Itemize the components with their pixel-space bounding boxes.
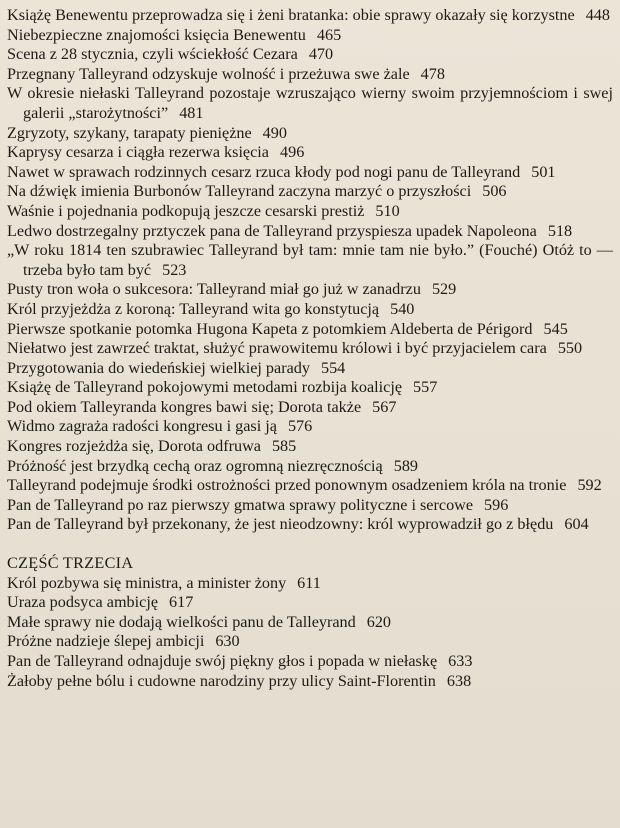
toc-entry-page: 545 <box>543 319 568 338</box>
toc-entry <box>7 241 613 280</box>
toc-entry-title: Żałoby pełne bólu i cudowne narodziny przy ulicy Saint-Florentin <box>7 671 436 690</box>
toc-entry-page: 630 <box>215 632 240 651</box>
toc-entry-title: Książę Benewentu przeprowadza się i żeni bratanka: obie sprawy okazały się korzystne <box>7 6 575 24</box>
toc-entry <box>7 339 613 359</box>
toc-entry-page: 567 <box>372 397 397 416</box>
toc-entry-page: 481 <box>179 103 204 122</box>
toc-entry <box>7 143 613 163</box>
toc-entry-title: Talleyrand podejmuje środki ostrożności przed ponownym osadzeniem króla na tronie <box>7 476 567 495</box>
toc-entry <box>7 437 613 457</box>
toc-entry <box>7 45 613 65</box>
toc-entry-title: Próżność jest brzydką cechą oraz ogromną niezręcznością <box>7 456 383 475</box>
toc-entry <box>7 359 613 379</box>
toc-entry-page: 448 <box>585 6 610 24</box>
toc-entry <box>7 632 613 652</box>
toc-entry-title: Pan de Talleyrand po raz pierwszy gmatwa sprawy polityczne i sercowe <box>7 495 474 514</box>
toc-entry-title: Kongres rozjeżdża się, Dorota odfruwa <box>7 437 261 456</box>
toc-entry-page: 585 <box>271 437 297 456</box>
toc-entry <box>7 26 613 46</box>
toc-entry-page: 638 <box>446 671 472 690</box>
toc-entry-title: Pod okiem Talleyranda kongres bawi się; Dorota także <box>7 397 362 416</box>
toc-entry <box>7 593 613 613</box>
toc-entry-title: Król pozbywa się ministra, a minister żony <box>7 573 287 592</box>
toc-entry-page: 592 <box>577 476 602 495</box>
toc-entry <box>7 300 613 320</box>
toc-entry-page: 510 <box>375 201 400 220</box>
toc-entry-page: 496 <box>280 143 305 162</box>
toc-entry-page: 540 <box>390 299 415 318</box>
toc-entry-title: Nawet w sprawach rodzinnych cesarz rzuca kłody pod nogi panu de Talleyrand <box>7 162 521 181</box>
toc-entry-page: 596 <box>484 495 509 514</box>
toc-entry <box>7 378 613 398</box>
toc-entry-page: 529 <box>431 280 457 299</box>
toc-entry <box>7 672 613 692</box>
toc-entry-title: Na dźwięk imienia Burbonów Talleyrand zaczyna marzyć o przyszłości <box>7 182 472 201</box>
toc-entry-title: Pan de Talleyrand był przekonany, że jest nieodzowny: król wyprowadził go z błędu <box>7 515 554 534</box>
toc-entry-title: Książę de Talleyrand pokojowymi metodami rozbija koalicję <box>7 378 403 397</box>
toc-entry-page: 589 <box>393 456 419 475</box>
toc-entry <box>7 84 613 123</box>
toc-entry-title: W okresie niełaski Talleyrand pozostaje wzruszająco wierny swoim przyjemnościom i swej galerii „starożytności” <box>7 84 613 122</box>
toc-entry-title: Król przyjeżdża z koroną: Talleyrand wita go konstytucją <box>7 299 380 318</box>
toc-entry-page: 611 <box>297 573 321 592</box>
toc-entry-page: 557 <box>413 378 438 397</box>
toc-entry-page: 604 <box>564 515 589 534</box>
toc-entry-page: 518 <box>547 221 573 240</box>
toc-entry <box>7 202 613 222</box>
toc-entry-page: 633 <box>448 652 473 670</box>
toc-entry <box>7 574 613 594</box>
toc-entries <box>7 6 613 535</box>
toc-entry-page: 490 <box>262 123 287 142</box>
toc-entry-title: Niełatwo jest zawrzeć traktat, służyć prawowitemu królowi i być przyjacielem cara <box>7 339 547 358</box>
toc-entry <box>7 613 613 633</box>
toc-entry <box>7 515 613 535</box>
toc-entry-title: „W roku 1814 ten szubrawiec Talleyrand był tam: mnie tam nie było.” (Fouché) Otóż to — trzeba było tam być <box>7 241 613 279</box>
toc-entry-title: Uraza podsyca ambicję <box>7 593 159 612</box>
toc-entry-title: Waśnie i pojednania podkopują jeszcze cesarski prestiż <box>7 201 365 220</box>
toc-entry-title: Niebezpieczne znajomości księcia Benewentu <box>7 25 306 44</box>
toc-entry <box>7 163 613 183</box>
toc-entry <box>7 320 613 340</box>
toc-entry-page: 617 <box>169 593 194 612</box>
toc-entry-title: Zgryzoty, szykany, tarapaty pieniężne <box>7 123 252 142</box>
toc-entry <box>7 398 613 418</box>
toc-entry-list <box>7 6 613 535</box>
toc-entry-page: 554 <box>320 358 346 377</box>
toc-entry-title: Ledwo dostrzegalny prztyczek pana de Talleyrand przyspiesza upadek Napoleona <box>7 221 537 240</box>
toc-entry-page: 470 <box>308 45 334 64</box>
part-heading: CZĘŚĆ TRZECIA <box>7 554 134 573</box>
table-of-contents <box>7 6 613 691</box>
toc-entry-page: 550 <box>557 339 583 358</box>
toc-entry-title: Małe sprawy nie dodają wielkości panu de Talleyrand <box>7 612 356 631</box>
toc-entry-title: Przygotowania do wiedeńskiej wielkiej parady <box>7 358 310 377</box>
toc-entry <box>7 182 613 202</box>
toc-entry-page: 465 <box>316 25 342 44</box>
toc-entry-page: 576 <box>287 417 313 436</box>
toc-entry-page: 501 <box>531 162 556 181</box>
toc-entry-title: Próżne nadzieje ślepej ambicji <box>7 632 205 651</box>
toc-entry <box>7 652 613 672</box>
part-entry-list <box>7 574 613 692</box>
toc-entry-title: Kaprysy cesarza i ciągła rezerwa księcia <box>7 143 269 162</box>
toc-entry <box>7 417 613 437</box>
toc-entry-title: Scena z 28 stycznia, czyli wściekłość Cezara <box>7 45 298 64</box>
toc-entry-page: 523 <box>162 260 187 279</box>
toc-entry <box>7 496 613 516</box>
toc-entry <box>7 280 613 300</box>
toc-entry-title: Przegnany Talleyrand odzyskuje wolność i przeżuwa swe żale <box>7 64 410 83</box>
toc-entry-title: Widmo zagraża radości kongresu i gasi ją <box>7 417 277 436</box>
toc-entry-page: 506 <box>482 182 507 201</box>
toc-entry-page: 620 <box>366 612 392 631</box>
toc-entry-title: Pan de Talleyrand odnajduje swój piękny głos i popada w niełaskę <box>7 652 438 670</box>
toc-entry <box>7 6 613 26</box>
toc-entry-page: 478 <box>420 64 445 83</box>
toc-entry <box>7 222 613 242</box>
toc-entry-title: Pusty tron woła o sukcesora: Talleyrand miał go już w zanadrzu <box>7 280 421 299</box>
toc-entry <box>7 457 613 477</box>
toc-entry <box>7 124 613 144</box>
toc-entry-title: Pierwsze spotkanie potomka Hugona Kapeta z potomkiem Aldeberta de Périgord <box>7 319 533 338</box>
toc-entry <box>7 476 613 496</box>
toc-entry <box>7 65 613 85</box>
